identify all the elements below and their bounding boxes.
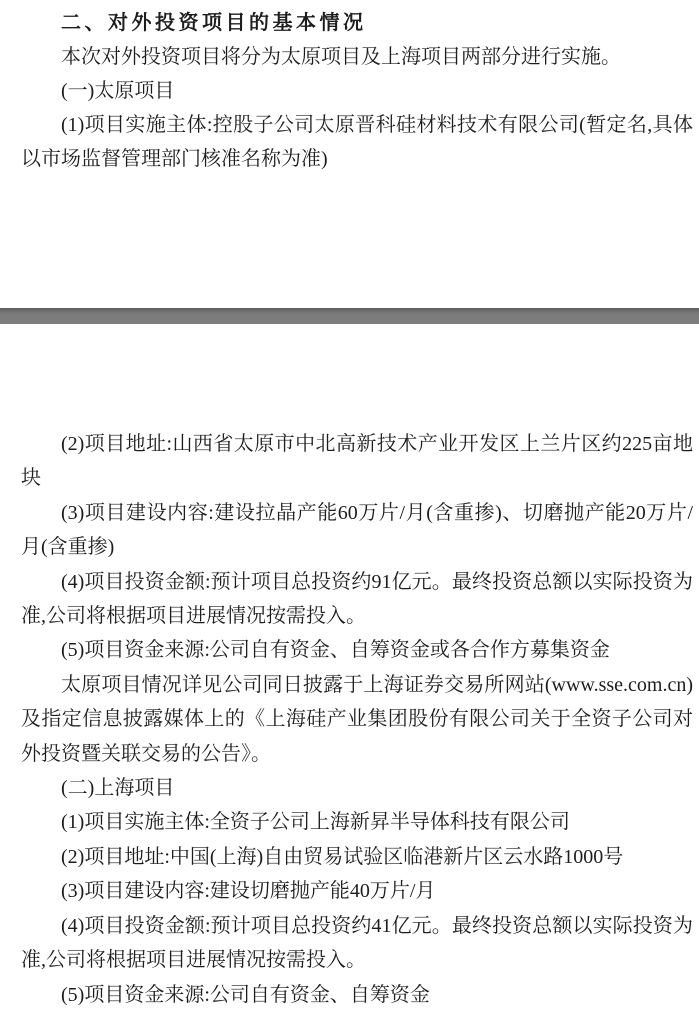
section-title: 二、对外投资项目的基本情况 [61,12,367,34]
screenshot-stitch-divider [0,308,699,324]
shanghai-item-5: (5)项目资金来源:公司自有资金、自筹资金 [61,983,430,1006]
taiyuan-heading: (一)太原项目 [61,80,175,102]
taiyuan-item-4: (4)项目投资金额:预计项目总投资约91亿元。最终投资总额以实际投资为准,公司将根据项目进展情况按需投入。 [21,570,693,628]
bottom-text-fragment [21,427,693,1012]
taiyuan-item-1: (1)项目实施主体:控股子公司太原晋科硅材料技术有限公司(暂定名,具体以市场监督管理部门核准名称为准) [21,114,693,170]
top-text-fragment [21,6,693,176]
taiyuan-item-2: (2)项目地址:山西省太原市中北高新技术产业开发区上兰片区约225亩地块 [21,433,693,490]
shanghai-item-3: (3)项目建设内容:建设切磨抛产能40万片/月 [61,880,436,903]
intro-paragraph: 本次对外投资项目将分为太原项目及上海项目两部分进行实施。 [61,46,621,68]
shanghai-item-2: (2)项目地址:中国(上海)自由贸易试验区临港新片区云水路1000号 [61,845,624,868]
shanghai-item-4: (4)项目投资金额:预计项目总投资约41亿元。最终投资总额以实际投资为准,公司将根据项目进展情况按需投入。 [21,914,693,972]
taiyuan-item-5: (5)项目资金来源:公司自有资金、自筹资金或各合作方募集资金 [61,639,610,662]
shanghai-heading: (二)上海项目 [61,777,175,800]
taiyuan-item-3: (3)项目建设内容:建设拉晶产能60万片/月(含重掺)、切磨抛产能20万片/月(含重掺) [21,501,693,559]
shanghai-item-1: (1)项目实施主体:全资子公司上海新昇半导体科技有限公司 [61,811,570,834]
taiyuan-disclosure-paragraph: 太原项目情况详见公司同日披露于上海证券交易所网站(www.sse.com.cn)及指定信息披露媒体上的《上海硅产业集团股份有限公司关于全资子公司对外投资暨关联交易的公告》。 [21,673,693,765]
